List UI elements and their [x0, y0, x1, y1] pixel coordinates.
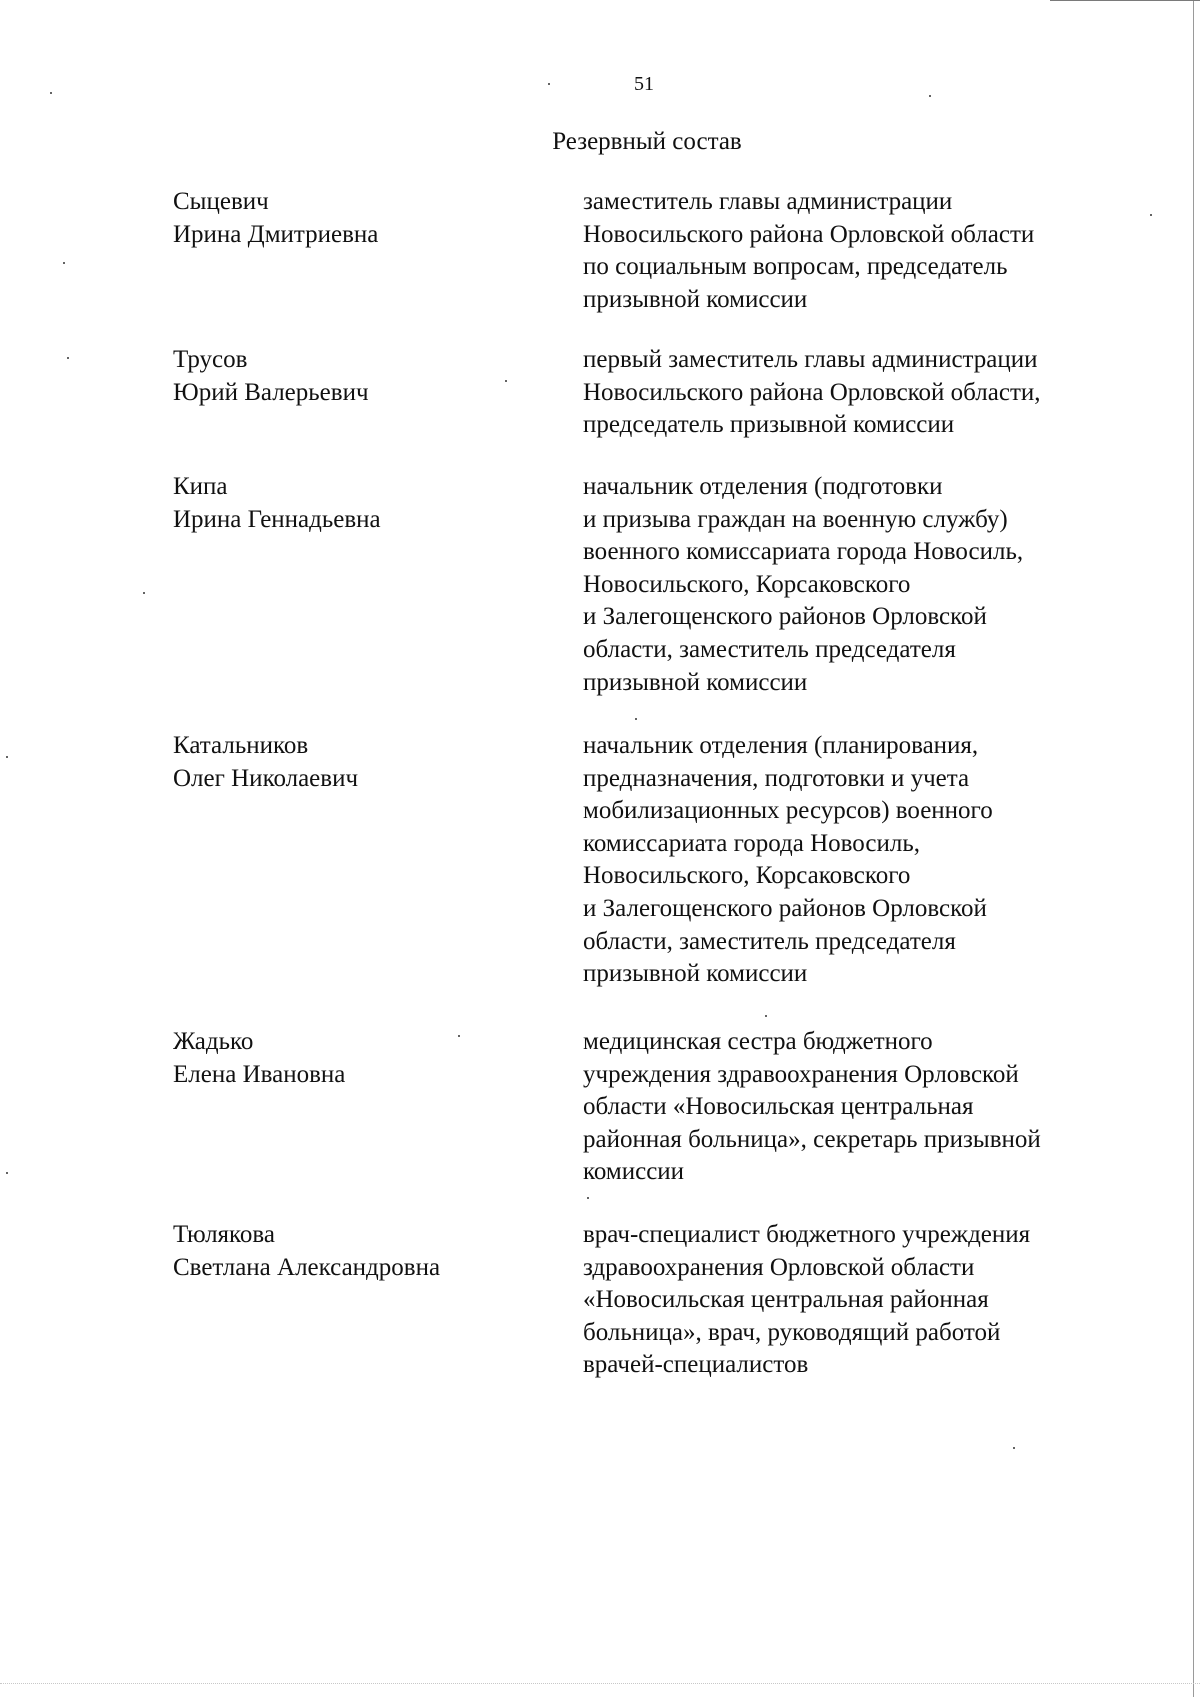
role-line: мобилизационных ресурсов) военного	[583, 797, 993, 825]
role-line: районная больница», секретарь призывной	[583, 1125, 1041, 1153]
role-line: по социальным вопросам, председатель	[583, 253, 1008, 281]
role-line: комиссии	[583, 1158, 685, 1186]
member-name	[173, 471, 553, 536]
role-line: врач-специалист бюджетного учреждения	[583, 1221, 1031, 1248]
scan-speck	[458, 1035, 460, 1037]
role-line: призывной комиссии	[583, 668, 808, 696]
scan-speck	[1150, 214, 1152, 216]
role-line: учреждения здравоохранения Орловской	[583, 1060, 1019, 1088]
scan-speck	[505, 380, 507, 382]
scan-speck	[929, 95, 931, 97]
member-name	[173, 730, 553, 795]
scan-speck	[587, 1197, 589, 1199]
member-role	[583, 186, 1123, 316]
member-name	[173, 1219, 553, 1284]
member-surname: Жадько	[173, 1028, 254, 1055]
scan-speck	[143, 592, 145, 594]
member-name	[173, 344, 553, 409]
role-line: начальник отделения (подготовки	[583, 473, 943, 500]
member-role	[583, 344, 1123, 442]
scan-speck	[1013, 1447, 1015, 1449]
role-line: и призыва граждан на военную службу)	[583, 505, 1008, 533]
role-line: медицинская сестра бюджетного	[583, 1028, 933, 1055]
role-line: заместитель главы администрации	[583, 188, 953, 215]
scan-noise	[0, 1683, 1200, 1685]
member-name	[173, 1026, 553, 1091]
member-name	[173, 186, 553, 251]
member-given-names: Ирина Геннадьевна	[173, 505, 381, 533]
scan-speck	[67, 357, 69, 359]
role-line: первый заместитель главы администрации	[583, 346, 1038, 373]
member-surname: Катальников	[173, 732, 309, 759]
page-number: 51	[634, 73, 654, 95]
role-line: Новосильского, Корсаковского	[583, 570, 911, 598]
role-line: призывной комиссии	[583, 285, 808, 313]
role-line: предназначения, подготовки и учета	[583, 764, 970, 792]
scan-speck	[6, 1172, 8, 1174]
member-role	[583, 471, 1123, 699]
scan-speck	[63, 262, 65, 264]
member-given-names: Юрий Валерьевич	[173, 378, 369, 406]
role-line: и Залегощенского районов Орловской	[583, 894, 987, 922]
scan-speck	[548, 83, 550, 85]
member-given-names: Олег Николаевич	[173, 764, 359, 792]
member-surname: Кипа	[173, 473, 228, 500]
member-surname: Сыцевич	[173, 188, 269, 215]
role-line: области, заместитель председателя	[583, 927, 956, 955]
role-line: области, заместитель председателя	[583, 635, 956, 663]
role-line: комиссариата города Новосиль,	[583, 829, 920, 857]
role-line: врачей-специалистов	[583, 1351, 809, 1379]
role-line: Новосильского района Орловской области,	[583, 378, 1041, 406]
scan-speck	[6, 756, 8, 758]
role-line: больница», врач, руководящий работой	[583, 1318, 1001, 1346]
role-line: Новосильского, Корсаковского	[583, 862, 911, 890]
role-line: призывной комиссии	[583, 960, 808, 988]
member-role	[583, 1026, 1123, 1189]
member-given-names: Ирина Дмитриевна	[173, 220, 379, 248]
member-role	[583, 1219, 1123, 1382]
scan-edge	[1193, 0, 1194, 1697]
member-given-names: Елена Ивановна	[173, 1060, 346, 1088]
member-role	[583, 730, 1123, 991]
scan-edge-top	[1050, 0, 1200, 1]
role-line: председатель призывной комиссии	[583, 411, 955, 439]
section-title: Резервный состав	[552, 128, 742, 155]
role-line: военного комиссариата города Новосиль,	[583, 538, 1024, 566]
role-line: здравоохранения Орловской области	[583, 1253, 975, 1281]
role-line: и Залегощенского районов Орловской	[583, 603, 987, 631]
member-surname: Трусов	[173, 346, 248, 373]
role-line: начальник отделения (планирования,	[583, 732, 979, 759]
role-line: «Новосильская центральная районная	[583, 1286, 989, 1314]
member-given-names: Светлана Александровна	[173, 1253, 441, 1281]
scan-speck	[50, 92, 52, 94]
scan-speck	[765, 1015, 767, 1017]
member-surname: Тюлякова	[173, 1221, 276, 1248]
role-line: Новосильского района Орловской области	[583, 220, 1035, 248]
role-line: области «Новосильская центральная	[583, 1093, 974, 1121]
scan-speck	[635, 718, 637, 720]
